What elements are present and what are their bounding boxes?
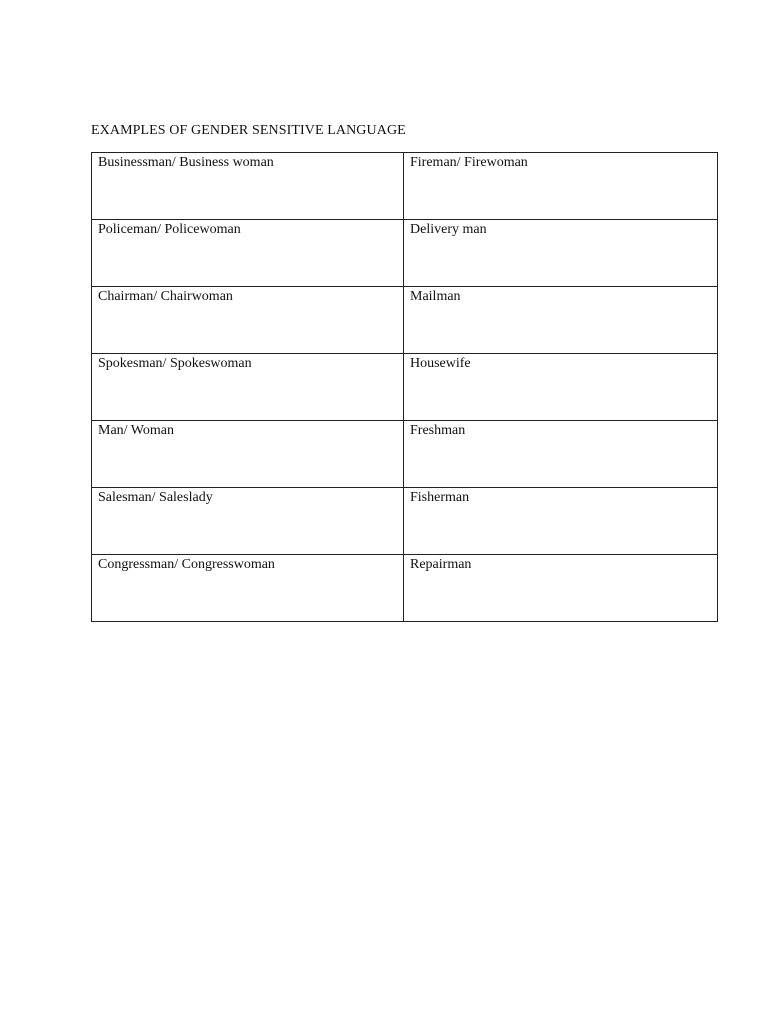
table-cell: Policeman/ Policewoman [92,220,404,287]
table-row [92,555,718,622]
table-cell: Man/ Woman [92,421,404,488]
document-title: EXAMPLES OF GENDER SENSITIVE LANGUAGE [91,123,406,138]
table-cell: Salesman/ Saleslady [92,488,404,555]
table-cell: Chairman/ Chairwoman [92,287,404,354]
table-row [92,354,718,421]
table-cell: Spokesman/ Spokeswoman [92,354,404,421]
table-row [92,421,718,488]
table-cell: Congressman/ Congresswoman [92,555,404,622]
table-cell: Fireman/ Firewoman [404,153,718,220]
table-row [92,287,718,354]
table-cell: Mailman [404,287,718,354]
table-cell: Businessman/ Business woman [92,153,404,220]
table-row [92,220,718,287]
table-row [92,488,718,555]
table-cell: Fisherman [404,488,718,555]
examples-table [91,152,718,622]
table-row [92,153,718,220]
table-cell: Freshman [404,421,718,488]
table-cell: Housewife [404,354,718,421]
table-cell: Delivery man [404,220,718,287]
table-cell: Repairman [404,555,718,622]
